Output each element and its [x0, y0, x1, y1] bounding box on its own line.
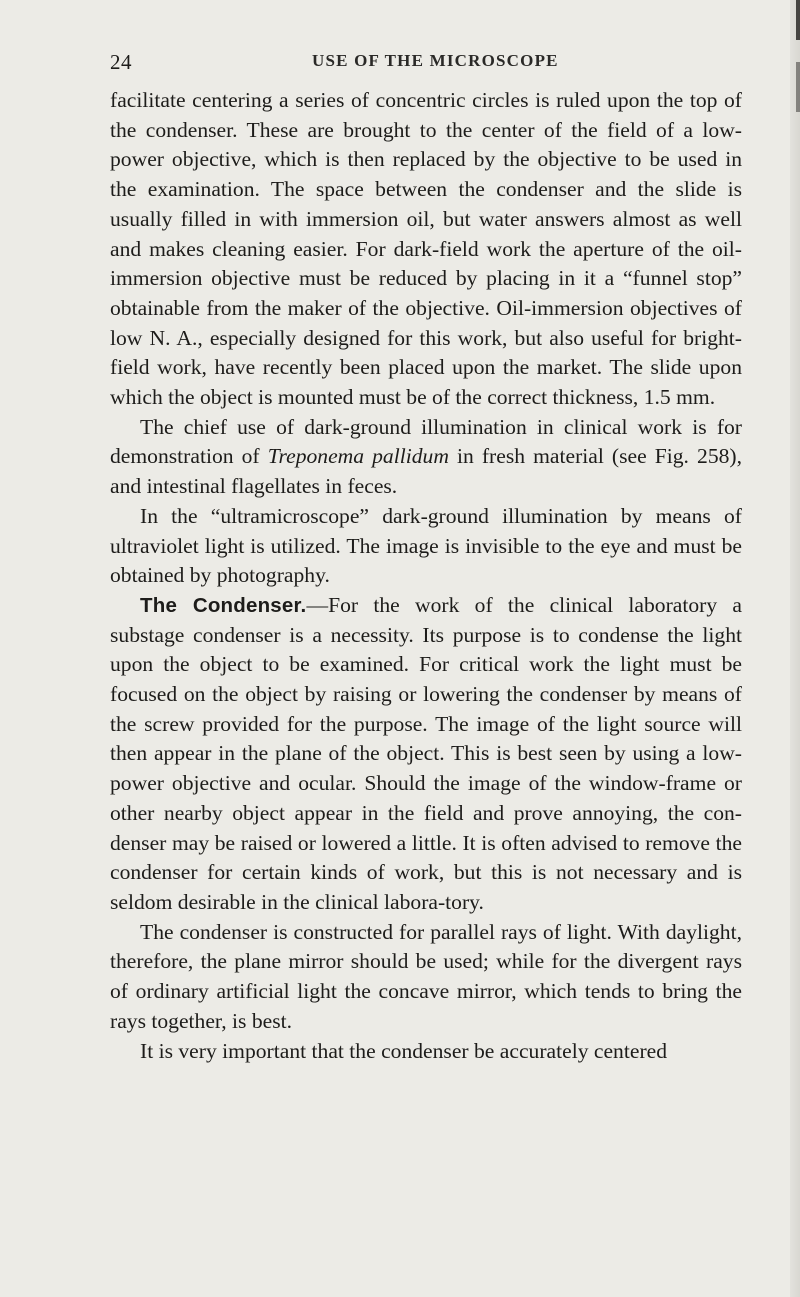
page-number: 24	[110, 50, 132, 74]
page-header	[110, 50, 750, 76]
paragraph	[110, 413, 742, 502]
species-name: Treponema pallidum	[267, 444, 449, 469]
paragraph: facilitate centering a series of concentric circles is ruled upon the top of the condenser. These are brought to the center of the field of a low-power objective, which is then replaced by the objective to be used in the examination. The space between the condenser and the slide is usually filled in with immersion oil, but water answers almost as well and makes cleaning easier. For dark-field work the aperture of the oil-immersion objective must be reduced by placing in it a “funnel stop” obtainable from the maker of the objective. Oil-immersion objectives of low N. A., especially designed for this work, but also useful for bright-field work, have recently been placed upon the market. The slide upon which the object is mounted must be of the correct thickness, 1.5 mm.	[110, 88, 742, 410]
paragraph: The condenser is constructed for parallel rays of light. With daylight, therefore, the plane mirror should be used; while for the divergent rays of ordinary artificial light the concave mirror, which tends to bring the rays together, is best.	[110, 919, 742, 1033]
body-text	[110, 86, 742, 1066]
paragraph	[110, 591, 742, 918]
paragraph: In the “ultramicroscope” dark-ground illumination by means of ultraviolet light is utilized. The image is invisible to the eye and must be obtained by photography.	[110, 503, 742, 588]
paragraph: It is very important that the condenser be accurately centered	[140, 1038, 668, 1063]
running-head: USE OF THE MICROSCOPE	[312, 51, 559, 70]
section-heading: The Condenser.	[140, 593, 307, 617]
page-edge-mark	[796, 0, 800, 40]
paragraph-text: in fresh material (see Fig. 258), and intestinal flagellates in feces.	[110, 444, 743, 499]
page-edge-mark	[796, 62, 800, 112]
paragraph-text: —For the work of the clinical laboratory a substage condenser is a necessity. Its purpose is to condense the light upon the object to be examined. For critical work the light must be focused on the object by raising or lowering the condenser by means of the screw provided for the purpose. The image of the light source will then appear in the plane of the object. This is best seen by using a low-power objective and ocular. Should the image of the window-frame or other nearby object appear in the field and prove annoying, the con-denser may be raised or lowered a little. It is often advised to remove the condenser for certain kinds of work, but this is not necessary and is seldom desirable in the clinical labora-tory.	[110, 592, 742, 914]
page-edge	[790, 0, 800, 1297]
paragraph-text: The chief use of dark-ground illumination in clinical work is for demonstration of	[110, 414, 742, 469]
